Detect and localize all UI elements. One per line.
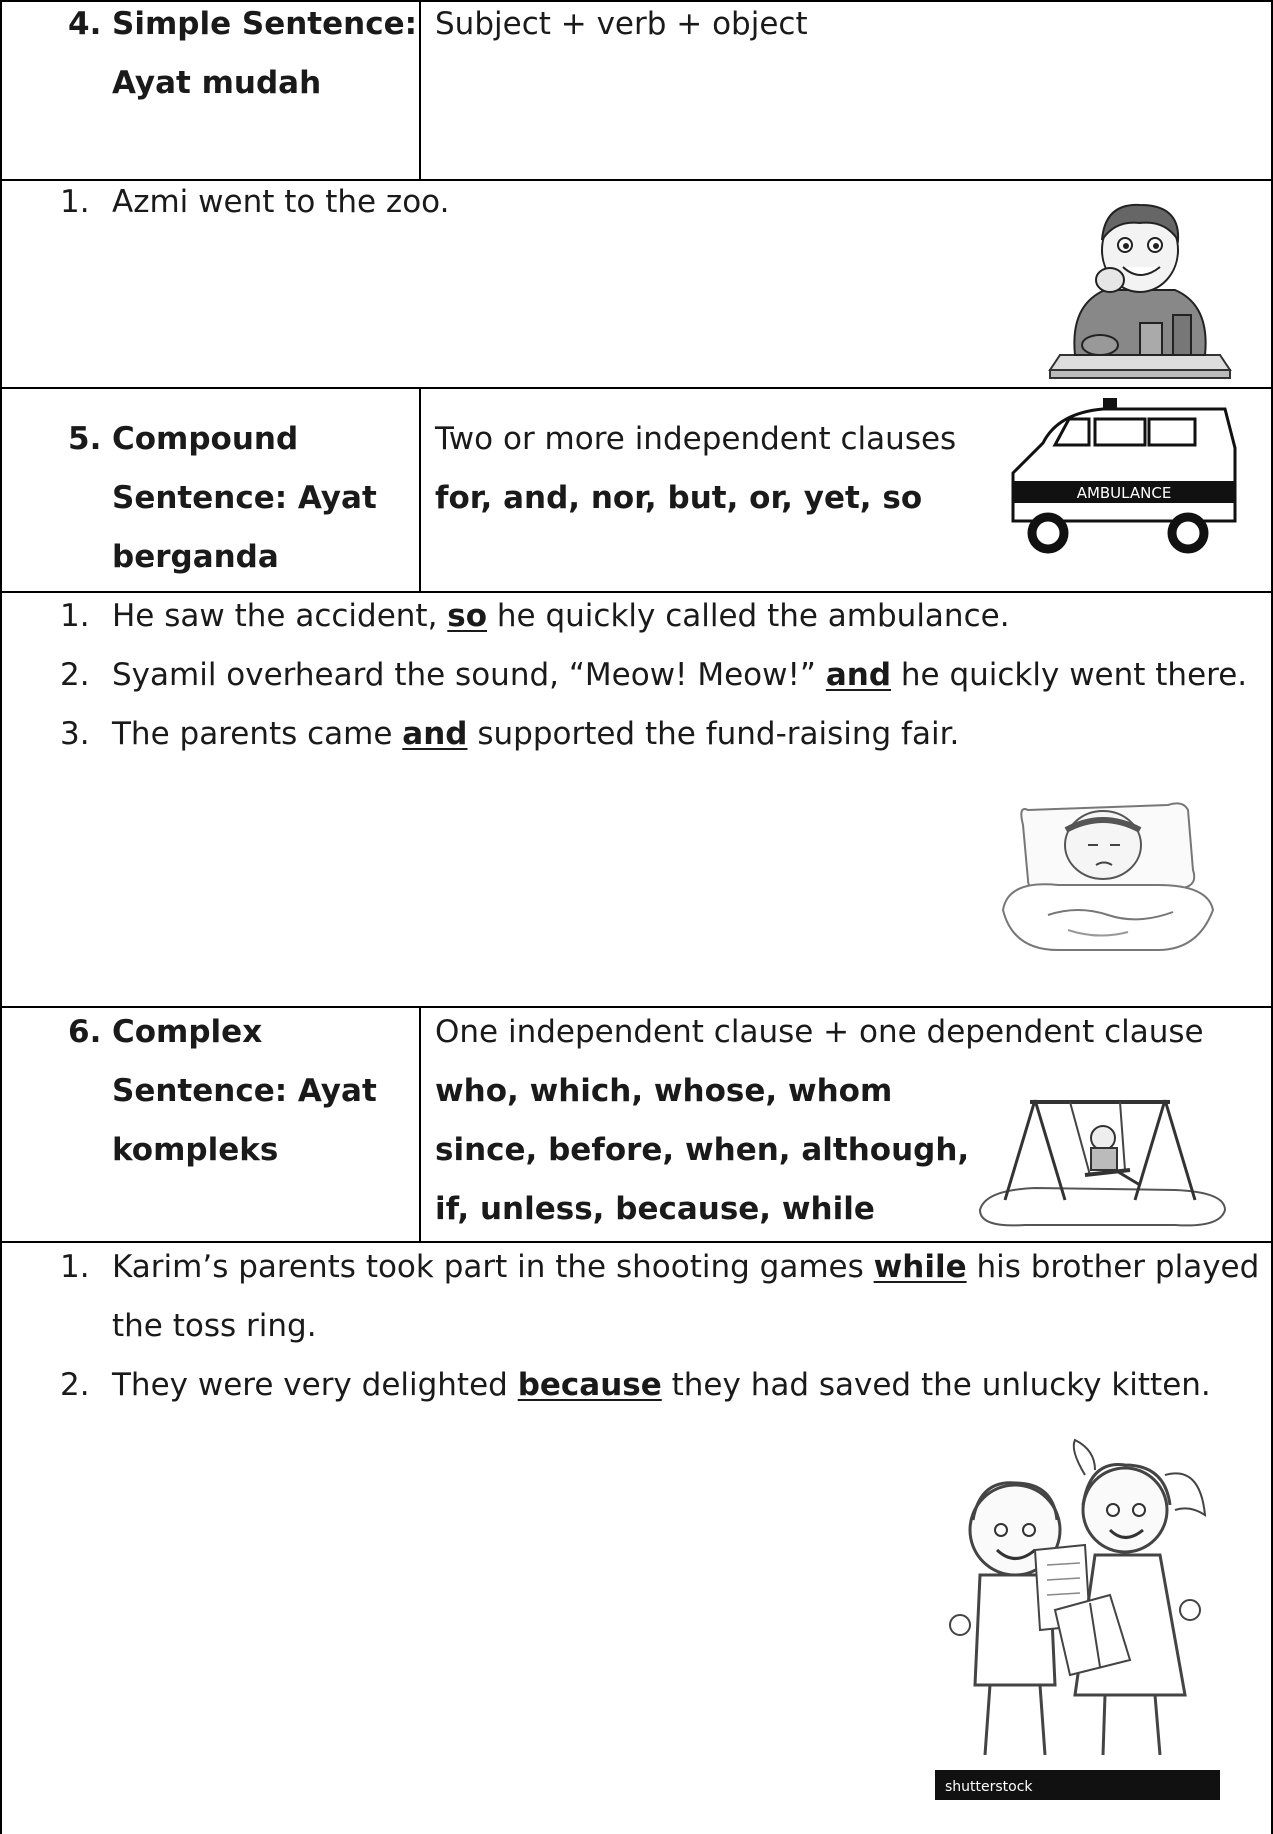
example-number: 3. <box>60 716 90 752</box>
section-title-line: Sentence: Ayat <box>112 480 377 516</box>
keyword-conjunction: and <box>402 716 468 752</box>
section-title-line: kompleks <box>112 1132 279 1168</box>
ambulance-label: AMBULANCE <box>1076 484 1172 502</box>
keyword-conjunction: and <box>825 657 892 693</box>
child-on-swing-illustration <box>975 1090 1230 1230</box>
example-text: his brother played <box>966 1249 1260 1285</box>
example-sentence <box>112 173 449 232</box>
example-sentence <box>112 587 1010 646</box>
boy-eating-illustration <box>1045 195 1235 385</box>
keyword-conjunction: because <box>517 1367 662 1403</box>
example-text: The parents came <box>112 716 403 752</box>
example-continuation: the toss ring. <box>112 1308 317 1344</box>
shutterstock-watermark: shutterstock <box>945 1779 1033 1795</box>
conjunction-list: if, unless, because, while <box>435 1191 875 1227</box>
example-number: 2. <box>60 657 90 693</box>
section-title-line: Sentence: Ayat <box>112 1073 377 1109</box>
children-with-report-cards-illustration <box>935 1435 1220 1800</box>
section-title-line: Simple Sentence: <box>112 6 418 42</box>
example-number: 1. <box>60 184 90 220</box>
column-divider <box>419 0 421 181</box>
example-text: Syamil overheard the sound, “Meow! Meow!” <box>112 657 826 693</box>
keyword-conjunction: so <box>447 598 488 634</box>
example-sentence <box>112 1238 1259 1297</box>
example-text: he quickly went there. <box>891 657 1248 693</box>
keyword-conjunction: while <box>873 1249 967 1285</box>
table-border-left <box>0 0 2 1834</box>
ambulance-icon <box>1003 393 1238 553</box>
column-divider <box>419 1006 421 1243</box>
example-text: Karim’s parents took part in the shooting games <box>112 1249 874 1285</box>
example-text: they had saved the unlucky kitten. <box>661 1367 1211 1403</box>
example-text: They were very delighted <box>112 1367 518 1403</box>
conjunction-list: since, before, when, although, <box>435 1132 970 1168</box>
example-sentence <box>112 705 959 764</box>
section-description: One independent clause + one dependent clause <box>435 1014 1204 1050</box>
row-divider <box>0 387 1273 389</box>
example-text: Azmi went to the zoo. <box>112 184 450 220</box>
section-title-line: Complex <box>112 1014 263 1050</box>
section-number: 4. <box>68 6 102 42</box>
section-description: Subject + verb + object <box>435 6 808 42</box>
section-title-line: Ayat mudah <box>112 65 322 101</box>
example-sentence <box>112 646 1247 705</box>
example-text: he quickly called the ambulance. <box>487 598 1010 634</box>
conjunction-list: for, and, nor, but, or, yet, so <box>435 480 923 516</box>
example-text: supported the fund-raising fair. <box>467 716 960 752</box>
sick-boy-in-bed-illustration <box>998 800 1216 960</box>
section-number: 5. <box>68 421 102 457</box>
column-divider <box>419 387 421 593</box>
section-title-line: berganda <box>112 539 279 575</box>
section-title-line: Compound <box>112 421 299 457</box>
example-number: 1. <box>60 1249 90 1285</box>
conjunction-list: who, which, whose, whom <box>435 1073 893 1109</box>
example-number: 1. <box>60 598 90 634</box>
example-text: He saw the accident, <box>112 598 448 634</box>
section-number: 6. <box>68 1014 102 1050</box>
example-number: 2. <box>60 1367 90 1403</box>
section-description: Two or more independent clauses <box>435 421 957 457</box>
example-sentence <box>112 1356 1211 1415</box>
